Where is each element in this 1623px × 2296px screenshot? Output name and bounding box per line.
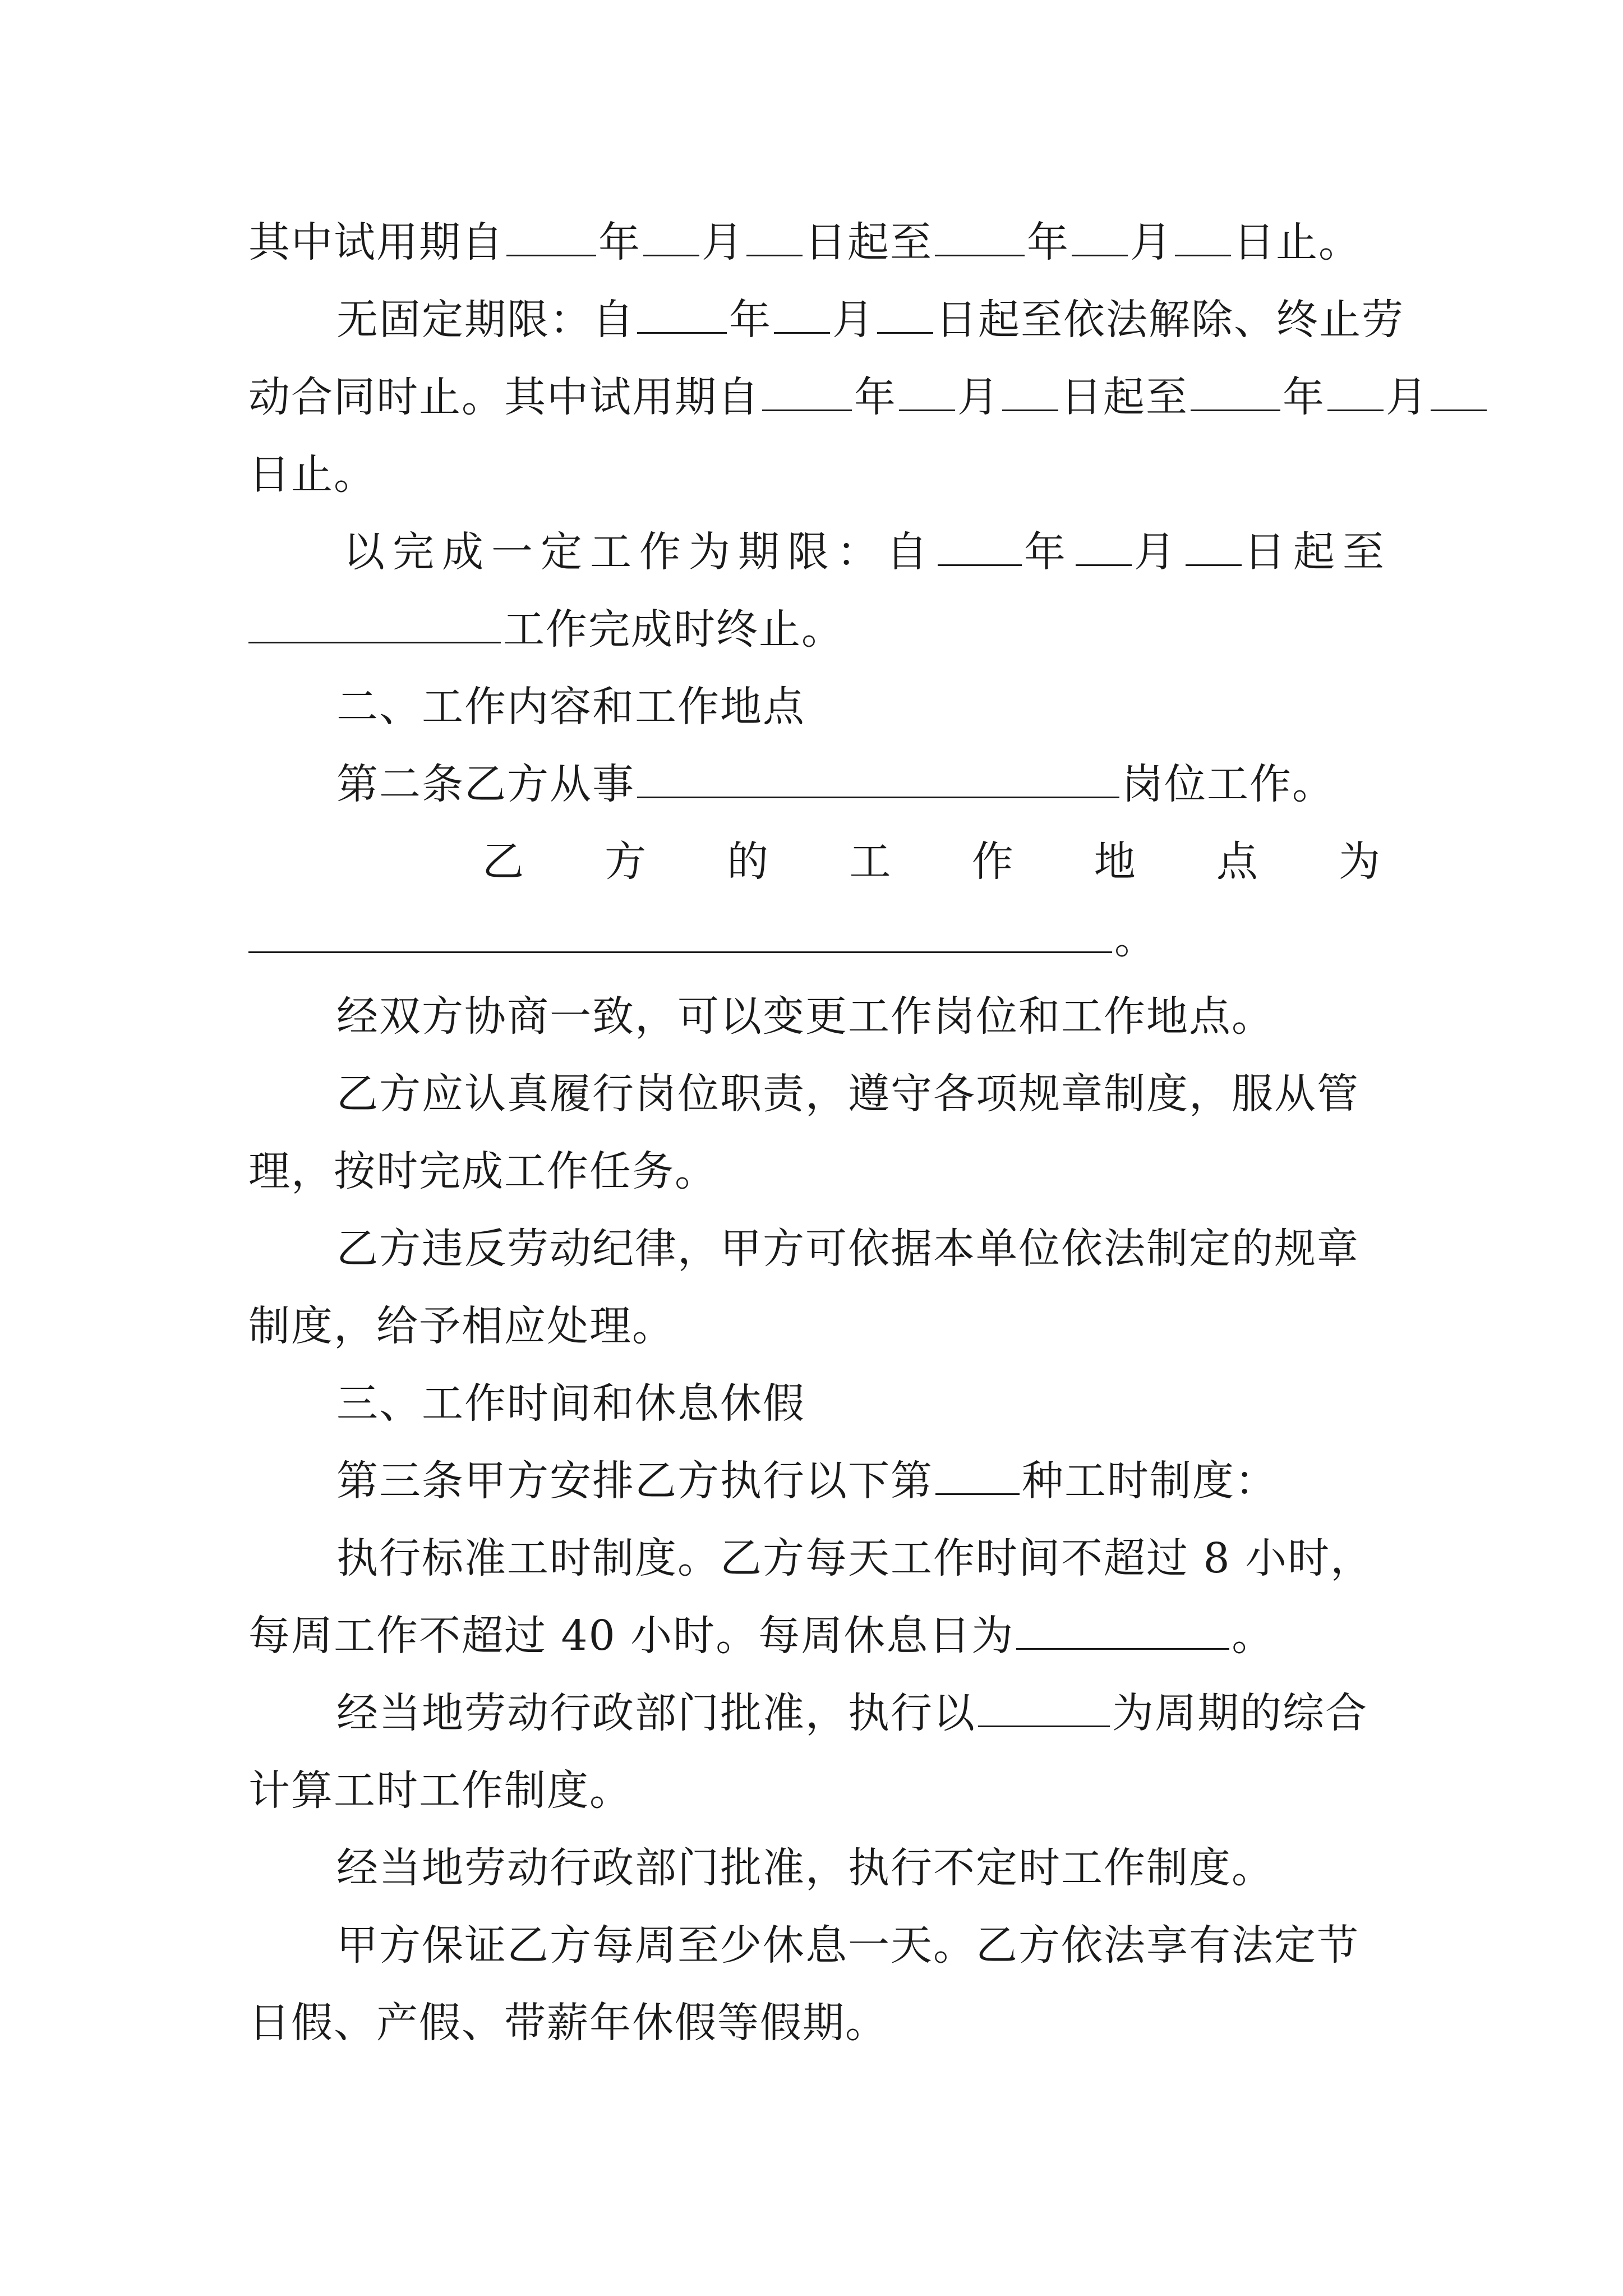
text-segment: 第二条乙方从事 xyxy=(336,760,635,808)
text-segment: 月 xyxy=(832,296,875,344)
text-segment: 月 xyxy=(957,373,1000,421)
text-segment: 日止。 xyxy=(248,450,376,499)
text-line xyxy=(343,521,1392,583)
text-segment: 每周工作不超过 40 小时。每周休息日为 xyxy=(248,1612,1015,1660)
text-segment: 第三条甲方安排乙方执行以下第 xyxy=(336,1457,933,1505)
text-segment: 工作完成时终止。 xyxy=(503,605,844,654)
text-segment: 乙方应认真履行岗位职责，遵守各项规章制度，服从管 xyxy=(336,1070,1359,1118)
text-char: 作 xyxy=(971,838,1015,886)
blank-year xyxy=(762,375,852,411)
blank-position xyxy=(637,762,1119,798)
text-segment: 种工时制度： xyxy=(1022,1457,1278,1505)
blank-year xyxy=(935,220,1025,256)
text-line xyxy=(336,1527,1381,1589)
text-line xyxy=(336,1837,1381,1899)
text-segment: 制度，给予相应处理。 xyxy=(248,1302,675,1350)
text-char: 地 xyxy=(1094,838,1137,886)
text-line xyxy=(336,1450,1381,1512)
text-line xyxy=(482,831,1381,892)
blank-rest-day xyxy=(1016,1613,1229,1650)
blank-day xyxy=(1002,375,1058,411)
text-line xyxy=(248,1760,1381,1821)
section-heading xyxy=(336,676,1381,738)
text-line xyxy=(336,1682,1381,1744)
text-segment: 日假、产假、带薪年休假等假期。 xyxy=(248,1999,888,2047)
section-heading xyxy=(336,1373,1381,1434)
blank-day xyxy=(877,297,933,334)
text-segment: 计算工时工作制度。 xyxy=(248,1766,632,1815)
blank-year xyxy=(938,530,1022,566)
text-segment: 乙方违反劳动纪律，甲方可依据本单位依法制定的规章 xyxy=(336,1225,1359,1273)
text-segment: 三、工作时间和休息休假 xyxy=(336,1379,805,1428)
text-segment: 年 xyxy=(729,296,772,344)
text-char: 点 xyxy=(1216,838,1259,886)
text-segment: 为周期的综合 xyxy=(1112,1689,1368,1737)
blank-year xyxy=(637,297,727,334)
text-line xyxy=(336,1915,1381,1976)
text-segment: 月 xyxy=(1130,218,1173,266)
blank-day xyxy=(746,220,803,256)
blank-period xyxy=(978,1691,1110,1727)
text-segment: 年 xyxy=(854,373,897,421)
text-segment: 甲方保证乙方每周至少休息一天。乙方依法享有法定节 xyxy=(336,1921,1359,1970)
text-segment: 其中试用期自 xyxy=(248,218,504,266)
text-segment: 无固定期限：自 xyxy=(336,296,635,344)
text-segment: 月 xyxy=(1134,528,1183,576)
text-segment: 动合同时止。其中试用期自 xyxy=(248,373,760,421)
text-segment: 日起至 xyxy=(805,218,933,266)
text-segment: 二、工作内容和工作地点 xyxy=(336,683,805,731)
blank-month xyxy=(774,297,830,334)
text-line xyxy=(248,599,1381,660)
blank-year xyxy=(1191,375,1280,411)
text-segment: 。 xyxy=(1114,915,1157,963)
blank-day xyxy=(1175,220,1231,256)
text-line xyxy=(248,1295,1381,1357)
text-segment: 经当地劳动行政部门批准，执行不定时工作制度。 xyxy=(336,1844,1274,1892)
text-char: 的 xyxy=(727,838,770,886)
text-segment: 。 xyxy=(1232,1612,1275,1660)
text-line xyxy=(336,289,1404,351)
text-line xyxy=(248,1992,1381,2054)
blank-location xyxy=(248,917,1112,953)
text-line xyxy=(248,366,1428,428)
text-line xyxy=(248,1140,1381,1202)
text-segment: 经双方协商一致，可以变更工作岗位和工作地点。 xyxy=(336,992,1274,1041)
text-segment: 年 xyxy=(1283,373,1325,421)
text-line xyxy=(336,986,1381,1047)
text-line xyxy=(336,1218,1381,1280)
text-char: 工 xyxy=(849,838,892,886)
text-line xyxy=(248,444,1381,505)
text-line xyxy=(248,1605,1381,1667)
blank-month xyxy=(1072,220,1128,256)
text-segment: 理，按时完成工作任务。 xyxy=(248,1147,717,1195)
text-segment: 年 xyxy=(1024,528,1073,576)
blank-month xyxy=(1327,375,1384,411)
blank-completion xyxy=(248,607,501,643)
text-char: 乙 xyxy=(482,838,525,886)
text-line xyxy=(336,1063,1381,1125)
text-segment: 月 xyxy=(702,218,744,266)
text-segment: 日起至依法解除、终止劳 xyxy=(935,296,1404,344)
text-line xyxy=(248,908,1381,970)
text-char: 方 xyxy=(605,838,648,886)
text-segment: 日止。 xyxy=(1233,218,1361,266)
text-line xyxy=(336,753,1381,815)
text-line xyxy=(248,211,1381,273)
blank-day xyxy=(1431,375,1487,411)
blank-year xyxy=(506,220,596,256)
blank-month xyxy=(1076,530,1132,566)
text-segment: 岗位工作。 xyxy=(1122,760,1335,808)
text-segment: 经当地劳动行政部门批准，执行以 xyxy=(336,1689,976,1737)
blank-month xyxy=(899,375,955,411)
text-segment: 月 xyxy=(1386,373,1428,421)
text-segment: 年 xyxy=(1027,218,1069,266)
text-char: 为 xyxy=(1338,838,1381,886)
text-segment: 日起至 xyxy=(1061,373,1188,421)
blank-month xyxy=(643,220,699,256)
text-segment: 以完成一定工作为期限：自 xyxy=(343,528,935,576)
text-segment: 年 xyxy=(598,218,641,266)
text-segment: 日起至 xyxy=(1244,528,1392,576)
blank-hour-system xyxy=(935,1458,1020,1495)
blank-day xyxy=(1186,530,1242,566)
text-segment: 执行标准工时制度。乙方每天工作时间不超过 8 小时， xyxy=(336,1534,1373,1582)
